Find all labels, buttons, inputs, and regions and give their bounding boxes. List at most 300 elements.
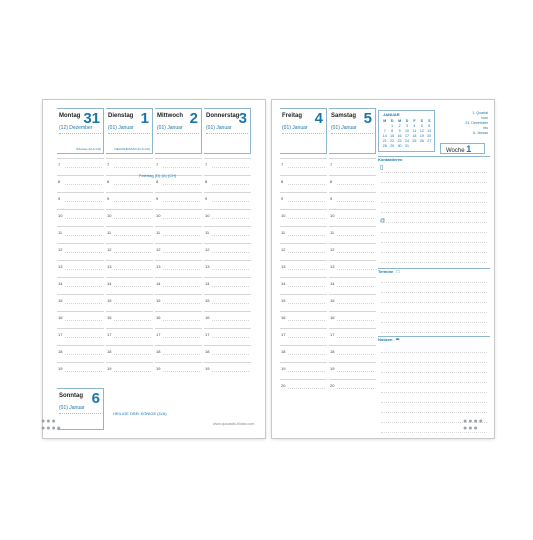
note-line [381,282,487,283]
note-line [381,172,487,173]
hour-label: 17 [58,332,63,337]
day-month: (01) Januar [108,125,134,131]
hour-slot[interactable] [329,192,376,209]
write-line [59,133,101,134]
half-hour-line [114,252,151,253]
half-hour-line [337,167,374,168]
note-line [381,202,487,203]
half-hour-line [65,337,102,338]
hour-label: 16 [281,315,286,320]
day-number: 6 [91,390,100,407]
hour-label: 10 [205,213,210,218]
note-line [381,332,487,333]
holiday-label: NEUJAHRSTAG (D-A-CH) [114,147,150,151]
write-line [331,133,373,134]
hour-label: 15 [281,298,286,303]
day-header [280,108,327,154]
mini-calendar-day[interactable]: 12 [419,129,424,133]
note-line [381,382,487,383]
hour-slot[interactable] [106,311,153,328]
note-line [381,292,487,293]
hour-slot[interactable] [155,328,202,345]
hour-slot[interactable] [204,260,251,277]
hour-slot[interactable] [204,226,251,243]
hour-slot[interactable] [155,226,202,243]
mini-calendar-day[interactable]: 17 [404,134,409,138]
footer-url: www.quovadis-filofax.com [213,422,255,426]
hour-label: 8 [205,179,208,184]
hour-slot[interactable] [280,192,327,209]
hour-label: 8 [156,179,159,184]
half-hour-line [65,167,102,168]
mini-calendar-day[interactable]: 24 [404,139,409,143]
hour-label: 13 [205,264,210,269]
half-hour-line [65,320,102,321]
phone-icon: ▯ [380,165,384,171]
half-hour-line [212,218,249,219]
hour-label: 17 [107,332,112,337]
hour-label: 19 [107,366,112,371]
hour-slot[interactable] [204,362,251,379]
hour-slot[interactable] [280,158,327,175]
half-hour-line [337,354,374,355]
half-hour-line [65,371,102,372]
hour-slot[interactable] [57,311,104,328]
hour-slot[interactable] [280,277,327,294]
half-hour-line [65,354,102,355]
half-hour-line [114,184,151,185]
planner-spread [43,100,494,438]
half-hour-line [114,269,151,270]
hour-slot[interactable] [329,209,376,226]
hour-label: 12 [156,247,161,252]
half-hour-line [114,337,151,338]
hour-slot[interactable] [57,328,104,345]
section-notizen [378,336,490,343]
hour-label: 15 [156,298,161,303]
day-name: Donnerstag [206,113,240,119]
half-hour-line [288,371,325,372]
half-hour-line [212,201,249,202]
half-hour-line [65,269,102,270]
note-line [381,232,487,233]
hour-slot[interactable] [155,345,202,362]
hour-label: 18 [281,349,286,354]
hour-label: 14 [156,281,161,286]
hour-slot[interactable] [204,175,251,192]
mini-calendar-day[interactable]: 1 [391,124,394,128]
note-line [381,312,487,313]
hour-label: 10 [58,213,63,218]
hour-label: 14 [205,281,210,286]
hour-slot[interactable] [280,175,327,192]
hour-label: 11 [205,230,210,235]
hour-slot[interactable] [57,192,104,209]
half-hour-line [337,235,374,236]
bag-icon: □ [396,269,400,275]
write-line [206,133,248,134]
hour-slot[interactable] [329,311,376,328]
range-line-0: vom [481,116,488,120]
hour-slot[interactable] [106,277,153,294]
hour-label: 12 [281,247,286,252]
note-line [381,212,487,213]
half-hour-line [288,337,325,338]
half-hour-line [212,252,249,253]
hour-slot[interactable] [280,243,327,260]
half-hour-line [212,235,249,236]
half-hour-line [212,286,249,287]
mini-calendar-day[interactable]: 25 [412,139,417,143]
hour-slot[interactable] [329,158,376,175]
half-hour-line [288,235,325,236]
hour-label: 10 [156,213,161,218]
hour-label: 10 [330,213,335,218]
half-hour-line [212,354,249,355]
mini-calendar-day[interactable]: 16 [397,134,402,138]
hour-slot[interactable] [280,345,327,362]
hour-label: 12 [330,247,335,252]
half-hour-line [288,269,325,270]
hour-label: 11 [58,230,63,235]
half-hour-line [65,184,102,185]
hour-label: 17 [156,332,161,337]
mini-calendar-grid [381,119,433,149]
hour-slot[interactable] [204,328,251,345]
mini-calendar-day[interactable]: 10 [404,129,409,133]
half-hour-line [163,371,200,372]
hour-label: 11 [330,230,335,235]
mini-calendar-day[interactable]: 13 [427,129,432,133]
mini-calendar-day[interactable]: 30 [397,144,402,148]
hour-label: 16 [156,315,161,320]
hour-slot[interactable] [106,328,153,345]
hour-slot[interactable] [106,209,153,226]
mini-calendar-day[interactable]: 11 [412,129,417,133]
half-hour-line [337,252,374,253]
hour-slot[interactable] [57,345,104,362]
half-hour-line [288,218,325,219]
hour-slot[interactable] [57,260,104,277]
half-hour-line [288,201,325,202]
hour-label: 10 [107,213,112,218]
hour-slot[interactable] [155,243,202,260]
hour-slot[interactable] [155,260,202,277]
hour-slot[interactable] [57,158,104,175]
mini-calendar-day[interactable]: 6 [428,124,431,128]
note-line [381,302,487,303]
half-hour-line [288,167,325,168]
day-number: 2 [189,110,198,127]
hour-slot[interactable] [329,260,376,277]
half-hour-line [163,252,200,253]
mini-calendar-title: JANUAR [383,112,400,117]
half-hour-line [65,235,102,236]
hour-label: 13 [107,264,112,269]
half-hour-line [212,337,249,338]
mini-calendar-day[interactable]: 31 [404,144,409,148]
day-month: (01) Januar [206,125,232,131]
mini-calendar-day[interactable]: 20 [427,134,432,138]
hour-slot[interactable] [280,362,327,379]
half-hour-line [163,167,200,168]
mini-calendar-day[interactable]: 4 [413,124,416,128]
half-hour-line [337,337,374,338]
mini-calendar-day [418,144,425,149]
hour-label: 7 [330,162,333,167]
sunday-holiday-note: HEILIGE DREI KÖNIGE (D/A) [113,411,167,416]
hour-slot[interactable] [204,311,251,328]
hour-slot[interactable] [57,294,104,311]
note-line [381,322,487,323]
hour-slot[interactable] [57,277,104,294]
hour-label: 18 [156,349,161,354]
half-hour-line [114,320,151,321]
hour-label: 18 [58,349,63,354]
day-header [106,108,153,154]
hour-slot[interactable] [329,345,376,362]
hour-slot[interactable] [106,294,153,311]
mini-calendar-day [411,144,418,149]
hour-slot[interactable] [155,311,202,328]
hour-label: 9 [58,196,61,201]
mini-calendar-day[interactable]: 19 [419,134,424,138]
hour-label: 13 [156,264,161,269]
perforation-right: ●●●● ●●● [463,418,484,432]
hour-label: 9 [205,196,208,201]
section-kontaktieren [378,156,490,162]
half-hour-line [65,286,102,287]
day-header [329,108,376,154]
half-hour-line [288,184,325,185]
half-hour-line [212,303,249,304]
hour-label: 8 [107,179,110,184]
hour-slot[interactable] [329,175,376,192]
day-name: Montag [59,113,81,119]
hour-slot[interactable] [280,311,327,328]
mini-calendar-day[interactable]: 14 [382,134,387,138]
day-number: 3 [238,110,247,127]
hour-slot[interactable] [280,260,327,277]
hour-slot[interactable] [106,345,153,362]
day-name: Sonntag [59,393,83,399]
half-hour-line [288,354,325,355]
hour-slot[interactable] [329,362,376,379]
hour-slot[interactable] [280,294,327,311]
hour-slot[interactable] [57,175,104,192]
hour-slot[interactable] [329,226,376,243]
quarter-label: 1. Quartal [472,111,488,115]
half-hour-line [337,184,374,185]
mini-calendar-day[interactable]: 22 [390,139,395,143]
hour-label: 18 [205,349,210,354]
day-number: 4 [314,110,323,127]
range-line-1: 31. Dezember [465,121,488,125]
hour-slot[interactable] [204,294,251,311]
hour-slot[interactable] [204,243,251,260]
note-line [381,412,487,413]
hour-label: 20 [281,383,286,388]
mini-calendar-weekday: M [398,119,402,123]
half-hour-line [337,320,374,321]
mini-calendar-weekday: S [428,119,431,123]
half-hour-line [288,252,325,253]
half-hour-line [337,218,374,219]
hour-slot[interactable] [204,209,251,226]
half-hour-line [163,235,200,236]
day-header [155,108,202,154]
hour-label: 7 [107,162,110,167]
perforation-left: ●●● ●●●● [41,418,62,432]
hour-label: 15 [205,298,210,303]
left-page [43,100,265,438]
hour-label: 15 [58,298,63,303]
hour-label: 18 [330,349,335,354]
section-termine [378,268,490,275]
hour-slot[interactable] [155,277,202,294]
hour-label: 16 [205,315,210,320]
mini-calendar-day[interactable]: 3 [405,124,408,128]
hour-slot[interactable] [280,226,327,243]
half-hour-line [337,303,374,304]
half-hour-line [114,354,151,355]
hour-label: 7 [58,162,61,167]
hour-slot[interactable] [204,277,251,294]
day-month: (01) Januar [331,125,357,131]
day-number: 5 [363,110,372,127]
mini-calendar-day[interactable]: 15 [390,134,395,138]
mini-calendar-day[interactable]: 9 [398,129,401,133]
mini-calendar-day[interactable]: 2 [398,124,401,128]
half-hour-line [163,286,200,287]
hour-slot[interactable] [329,277,376,294]
hour-label: 14 [107,281,112,286]
hour-slot[interactable] [155,362,202,379]
mini-calendar-day[interactable]: 5 [420,124,423,128]
hour-slot[interactable] [57,362,104,379]
hour-slot[interactable] [155,209,202,226]
hour-slot[interactable] [280,379,327,396]
hour-slot[interactable] [204,158,251,175]
half-hour-line [288,303,325,304]
half-hour-line [337,388,374,389]
half-hour-line [288,388,325,389]
week-number: 1 [466,144,472,154]
hour-label: 13 [330,264,335,269]
half-hour-line [337,269,374,270]
half-hour-line [212,371,249,372]
hour-slot[interactable] [106,192,153,209]
hour-slot[interactable] [280,328,327,345]
hour-label: 19 [205,366,210,371]
mini-calendar-day[interactable]: 27 [427,139,432,143]
section-notizen-label: Notizen [378,337,393,343]
mini-calendar-day[interactable]: 8 [391,129,394,133]
hour-slot[interactable] [329,243,376,260]
hour-slot[interactable] [329,328,376,345]
hour-slot[interactable] [106,362,153,379]
hour-slot[interactable] [57,226,104,243]
right-page [272,100,494,438]
hour-label: 10 [281,213,286,218]
hour-label: 14 [330,281,335,286]
half-hour-line [163,184,200,185]
note-line [381,362,487,363]
half-hour-line [163,303,200,304]
note-line [381,372,487,373]
half-hour-line [163,337,200,338]
hour-slot[interactable] [204,192,251,209]
mini-calendar-day[interactable]: 29 [390,144,395,148]
sunday-box [57,388,104,430]
note-line [381,192,487,193]
mini-calendar-day[interactable]: 23 [397,139,402,143]
hour-label: 13 [281,264,286,269]
half-hour-line [114,201,151,202]
hour-slot[interactable] [106,226,153,243]
mini-calendar-day[interactable]: 21 [382,139,387,143]
hour-slot[interactable] [106,260,153,277]
day-number: 1 [140,110,149,127]
note-line [381,392,487,393]
hour-label: 19 [281,366,286,371]
half-hour-line [212,269,249,270]
day-month: (01) Januar [157,125,183,131]
hour-slot[interactable] [57,209,104,226]
hour-label: 13 [58,264,63,269]
mini-calendar-day[interactable]: 18 [412,134,417,138]
mini-calendar-day[interactable]: 26 [419,139,424,143]
hour-slot[interactable] [204,345,251,362]
mini-calendar-day [426,144,433,149]
hour-label: 14 [281,281,286,286]
hour-label: 12 [205,247,210,252]
hour-label: 7 [205,162,208,167]
hour-slot[interactable] [57,243,104,260]
hour-slot[interactable] [280,209,327,226]
section-kontaktieren-label: Kontaktieren [378,157,403,162]
day-month: (01) Januar [282,125,308,131]
hour-label: 19 [330,366,335,371]
hour-label: 17 [330,332,335,337]
hour-slot[interactable] [155,192,202,209]
hour-slot[interactable] [329,294,376,311]
half-hour-line [163,354,200,355]
half-hour-line [212,320,249,321]
week-label: Woche [446,148,465,154]
write-line [108,133,150,134]
half-hour-line [65,218,102,219]
day-header [204,108,251,154]
mini-calendar-day[interactable]: 7 [383,129,386,133]
hour-slot[interactable] [155,294,202,311]
day-name: Dienstag [108,113,134,119]
pen-icon: ✒ [395,337,400,343]
hour-label: 9 [281,196,284,201]
day-month: (01) Januar [59,405,85,411]
range-line-3: 6. Januar [473,131,488,135]
day-month: (12) Dezember [59,125,93,131]
hour-slot[interactable] [106,243,153,260]
hour-label: 15 [107,298,112,303]
mini-calendar-weekday: D [390,119,394,123]
half-hour-line [337,286,374,287]
hour-slot[interactable] [329,379,376,396]
mini-calendar-day[interactable]: 28 [382,144,387,148]
hour-label: 9 [156,196,159,201]
half-hour-line [163,269,200,270]
range-line-2: bis [483,126,488,130]
